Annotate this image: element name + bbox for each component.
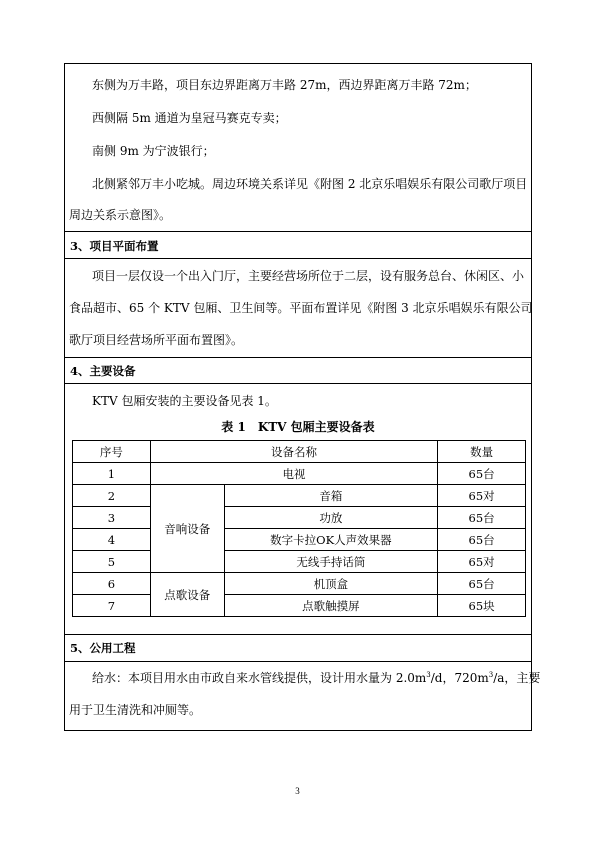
section4-intro: KTV 包厢安装的主要设备见表 1。 [92, 394, 277, 408]
table-row [73, 463, 526, 485]
row-quantity: 65台 [438, 573, 526, 595]
row-equipment-name: 音箱 [224, 485, 438, 507]
row-quantity: 65台 [438, 529, 526, 551]
group-song-equipment: 点歌设备 [150, 573, 224, 617]
row-equipment-name: 无线手持话筒 [224, 551, 438, 573]
table-row [73, 595, 526, 617]
document-frame [64, 63, 541, 731]
row-equipment-name: 功放 [224, 507, 438, 529]
group-audio-equipment: 音响设备 [150, 485, 224, 573]
row-quantity: 65台 [438, 463, 526, 485]
table-row [73, 529, 526, 551]
section5-heading: 5、公用工程 [70, 641, 136, 655]
row-quantity: 65对 [438, 551, 526, 573]
row-number: 2 [73, 485, 151, 507]
table-row [73, 551, 526, 573]
row-number: 5 [73, 551, 151, 573]
row-number: 1 [73, 463, 151, 485]
paragraph-north-line2: 周边关系示意图》。 [69, 208, 172, 222]
table-caption: 表 1 KTV 包厢主要设备表 [221, 420, 375, 434]
table-row [73, 507, 526, 529]
row-number: 6 [73, 573, 151, 595]
superscript: 3 [426, 671, 431, 679]
row-number: 4 [73, 529, 151, 551]
row-number: 7 [73, 595, 151, 617]
divider [65, 357, 531, 358]
paragraph-north-line1: 北侧紧邻万丰小吃城。周边环境关系详见《附图 2 北京乐唱娱乐有限公司歌厅项目 [92, 177, 528, 191]
equipment-table [72, 440, 526, 617]
row-equipment-name: 点歌触摸屏 [224, 595, 438, 617]
divider [65, 634, 531, 635]
row-equipment-name: 数字卡拉OK人声效果器 [224, 529, 438, 551]
water-supply-line2: 用于卫生清洗和冲厕等。 [69, 703, 202, 717]
water-text-a: 给水：本项目用水由市政自来水管线提供，设计用水量为 2.0m [92, 671, 427, 685]
water-text-b: /d，720m [430, 671, 489, 685]
section3-line1: 项目一层仅设一个出入门厅，主要经营场所位于二层，设有服务总台、休闲区、小 [92, 269, 525, 283]
paragraph-west: 西侧隔 5m 通道为皇冠马赛克专卖； [92, 111, 287, 125]
water-text-c: /a，主要 [493, 671, 541, 685]
section3-line2: 食品超市、65 个 KTV 包厢、卫生间等。平面布置详见《附图 3 北京乐唱娱乐有限公司 [69, 301, 533, 315]
row-number: 3 [73, 507, 151, 529]
row-equipment-name: 机顶盒 [224, 573, 438, 595]
row-quantity: 65对 [438, 485, 526, 507]
water-supply-line1 [92, 671, 540, 685]
divider [65, 258, 531, 259]
paragraph-east: 东侧为万丰路，项目东边界距离万丰路 27m，西边界距离万丰路 72m； [92, 78, 477, 92]
row-quantity: 65块 [438, 595, 526, 617]
paragraph-south: 南侧 9m 为宁波银行； [92, 144, 215, 158]
divider [65, 661, 531, 662]
divider [65, 231, 531, 232]
table-header-row [73, 441, 526, 463]
header-number: 序号 [73, 441, 151, 463]
table-row [73, 573, 526, 595]
section3-heading: 3、项目平面布置 [70, 239, 159, 253]
superscript: 3 [488, 671, 494, 679]
table-row [73, 485, 526, 507]
header-equipment-name: 设备名称 [150, 441, 437, 463]
header-quantity: 数量 [438, 441, 526, 463]
section3-line3: 歌厅项目经营场所平面布置图》。 [69, 333, 244, 347]
row-equipment-name: 电视 [150, 463, 437, 485]
section4-heading: 4、主要设备 [70, 364, 136, 378]
row-quantity: 65台 [438, 507, 526, 529]
divider [65, 383, 531, 384]
page-number: 3 [295, 786, 300, 796]
